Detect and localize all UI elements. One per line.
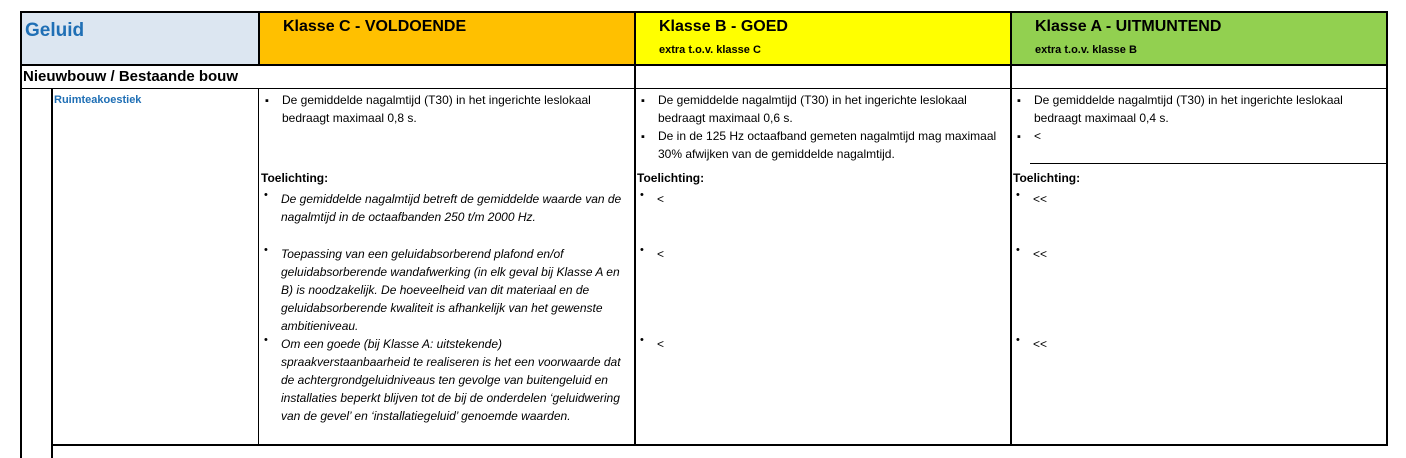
requirement-item: ▪ De gemiddelde nagalmtijd (T30) in het ingerichte leslokaal bedraagt maximaal 0,6 s. <box>641 93 967 125</box>
square-bullet-icon: ▪ <box>641 131 645 143</box>
class-c-requirements <box>260 91 632 127</box>
class-c-toelichting-label: Toelichting: <box>261 171 329 185</box>
class-b-subtitle: extra t.o.v. klasse C <box>659 44 761 56</box>
border-c-left <box>258 11 260 66</box>
class-a-note-3: • << <box>1016 335 1047 353</box>
class-b-note-3: • < <box>640 335 664 353</box>
class-a-header <box>1011 12 1386 65</box>
class-b-note-1: • < <box>640 190 664 208</box>
bullet-icon: • <box>264 244 268 256</box>
border-top <box>20 11 1388 13</box>
bullet-icon: • <box>1016 189 1020 201</box>
border-a-req-divider <box>1030 163 1386 164</box>
requirement-item: ▪ De gemiddelde nagalmtijd (T30) in het ingerichte leslokaal bedraagt maximaal 0,8 s. <box>265 93 591 125</box>
requirement-item: ▪ De gemiddelde nagalmtijd (T30) in het ingerichte leslokaal bedraagt maximaal 0,4 s. <box>1017 93 1343 125</box>
requirement-item: ▪ De in de 125 Hz octaafband gemeten nagalmtijd mag maximaal 30% afwijken van de gemiddelde nagalmtijd. <box>641 129 997 161</box>
class-a-toelichting-label: Toelichting: <box>1013 171 1081 185</box>
topic-label: Ruimteakoestiek <box>54 94 142 106</box>
square-bullet-icon: ▪ <box>1017 131 1021 143</box>
border-c-left-body <box>258 89 259 446</box>
class-a-subtitle: extra t.o.v. klasse B <box>1035 44 1137 56</box>
class-a-title: Klasse A - UITMUNTEND <box>1035 18 1222 35</box>
square-bullet-icon: ▪ <box>1017 95 1021 107</box>
border-right <box>1386 11 1388 446</box>
class-b-note-2: • < <box>640 245 664 263</box>
bullet-icon: • <box>640 334 644 346</box>
class-c-note-2: • Toepassing van een geluidabsorberend plafond en/of geluidabsorberende wandafwerking (in elk geval bij Klasse A en B) is noodzakelijk. De hoeveelheid van dit materiaal en de geluidabsorberende kwaliteit is afhankelijk van het gewenste ambitieniveau. <box>264 245 634 335</box>
category-header: Geluid <box>21 12 259 65</box>
class-b-title: Klasse B - GOED <box>659 18 788 35</box>
section-heading: Nieuwbouw / Bestaande bouw <box>23 68 239 85</box>
class-a-requirements <box>1012 91 1384 145</box>
bullet-icon: • <box>264 189 268 201</box>
bullet-icon: • <box>264 334 268 346</box>
bullet-icon: • <box>1016 334 1020 346</box>
border-topic-left <box>51 89 53 458</box>
bullet-icon: • <box>640 189 644 201</box>
class-c-note-3: • Om een goede (bij Klasse A: uitstekende) spraakverstaanbaarheid te realiseren is het een voorwaarde dat de achtergrondgeluidniveaus ten gevolge van buitengeluid en installaties beperkt blijven tot de bij de onderdelen ‘geluidwering van de gevel’ en ‘installatiegeluid’ genoemde waarden. <box>264 335 634 425</box>
requirement-item: ▪ < <box>1012 127 1384 145</box>
class-c-title: Klasse C - VOLDOENDE <box>283 18 467 35</box>
class-b-requirements <box>636 91 1008 163</box>
class-b-header <box>635 12 1011 65</box>
bullet-icon: • <box>1016 244 1020 256</box>
class-b-toelichting-label: Toelichting: <box>637 171 705 185</box>
class-a-note-1: • << <box>1016 190 1047 208</box>
bullet-icon: • <box>640 244 644 256</box>
class-c-note-1: • De gemiddelde nagalmtijd betreft de gemiddelde waarde van de nagalmtijd in de octaafbanden 250 t/m 2000 Hz. <box>264 190 634 226</box>
border-bottom <box>52 444 1388 446</box>
square-bullet-icon: ▪ <box>265 95 269 107</box>
class-a-note-2: • << <box>1016 245 1047 263</box>
class-c-header <box>259 12 635 65</box>
square-bullet-icon: ▪ <box>641 95 645 107</box>
